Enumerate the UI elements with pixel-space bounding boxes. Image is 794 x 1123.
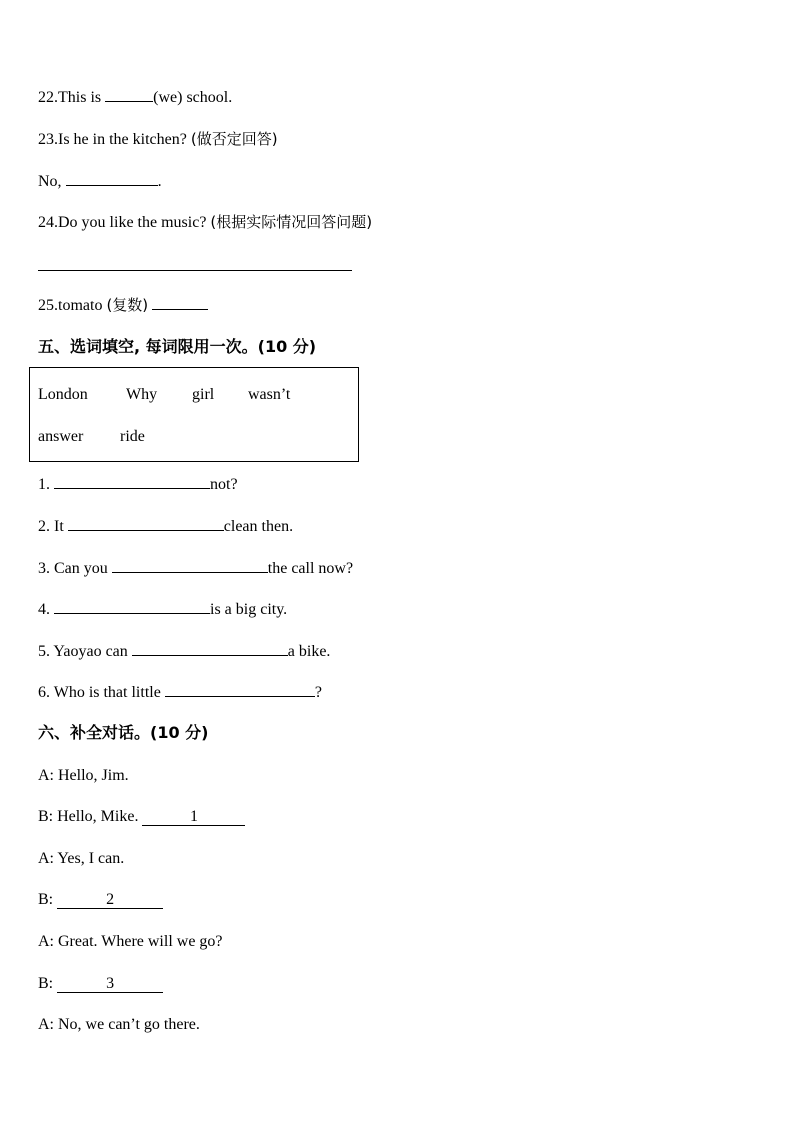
- section-6-heading: 六、补全对话。(10 分): [38, 723, 209, 742]
- s5-question-6: 6. Who is that little ?: [38, 684, 322, 701]
- s5-question-5: 5. Yaoyao can a bike.: [38, 643, 331, 660]
- word-bank-item: girl: [192, 386, 215, 403]
- word-bank-item: answer: [38, 428, 84, 445]
- dialogue-line: A: No, we can’t go there.: [38, 1016, 200, 1033]
- word-bank: [29, 367, 359, 462]
- question-23: 23.Is he in the kitchen? (做否定回答): [38, 130, 278, 148]
- answer-blank[interactable]: [68, 516, 224, 531]
- dialogue-blank[interactable]: 2: [57, 890, 163, 909]
- question-24: 24.Do you like the music? (根据实际情况回答问题): [38, 213, 373, 231]
- dialogue-line: A: Yes, I can.: [38, 850, 125, 867]
- answer-blank[interactable]: [165, 682, 315, 697]
- word-bank-item: London: [38, 386, 88, 403]
- answer-blank[interactable]: [112, 558, 268, 573]
- dialogue-line: A: Great. Where will we go?: [38, 933, 223, 950]
- dialogue-line: A: Hello, Jim.: [38, 767, 129, 784]
- answer-line[interactable]: [38, 270, 352, 271]
- question-23-answer: No, .: [38, 173, 162, 190]
- word-bank-item: wasn’t: [248, 386, 291, 403]
- dialogue-blank[interactable]: 3: [57, 974, 163, 993]
- answer-blank[interactable]: [54, 599, 210, 614]
- answer-blank[interactable]: [54, 474, 210, 489]
- answer-blank[interactable]: [105, 87, 153, 102]
- dialogue-blank[interactable]: 1: [142, 807, 245, 826]
- dialogue-line: B: 2: [38, 890, 163, 910]
- s5-question-1: 1. not?: [38, 476, 238, 493]
- answer-blank[interactable]: [132, 641, 288, 656]
- s5-question-4: 4. is a big city.: [38, 601, 288, 618]
- dialogue-line: B: Hello, Mike. 1: [38, 807, 245, 827]
- s5-question-3: 3. Can you the call now?: [38, 560, 354, 577]
- dialogue-line: B: 3: [38, 974, 163, 994]
- section-5-heading: 五、选词填空, 每词限用一次。(10 分): [38, 337, 317, 356]
- answer-blank[interactable]: [152, 295, 208, 310]
- question-22: 22.This is (we) school.: [38, 89, 233, 106]
- question-25: 25.tomato (复数): [38, 295, 208, 316]
- s5-question-2: 2. It clean then.: [38, 518, 294, 535]
- word-bank-item: ride: [120, 428, 145, 445]
- answer-blank[interactable]: [66, 171, 158, 186]
- word-bank-item: Why: [126, 386, 158, 403]
